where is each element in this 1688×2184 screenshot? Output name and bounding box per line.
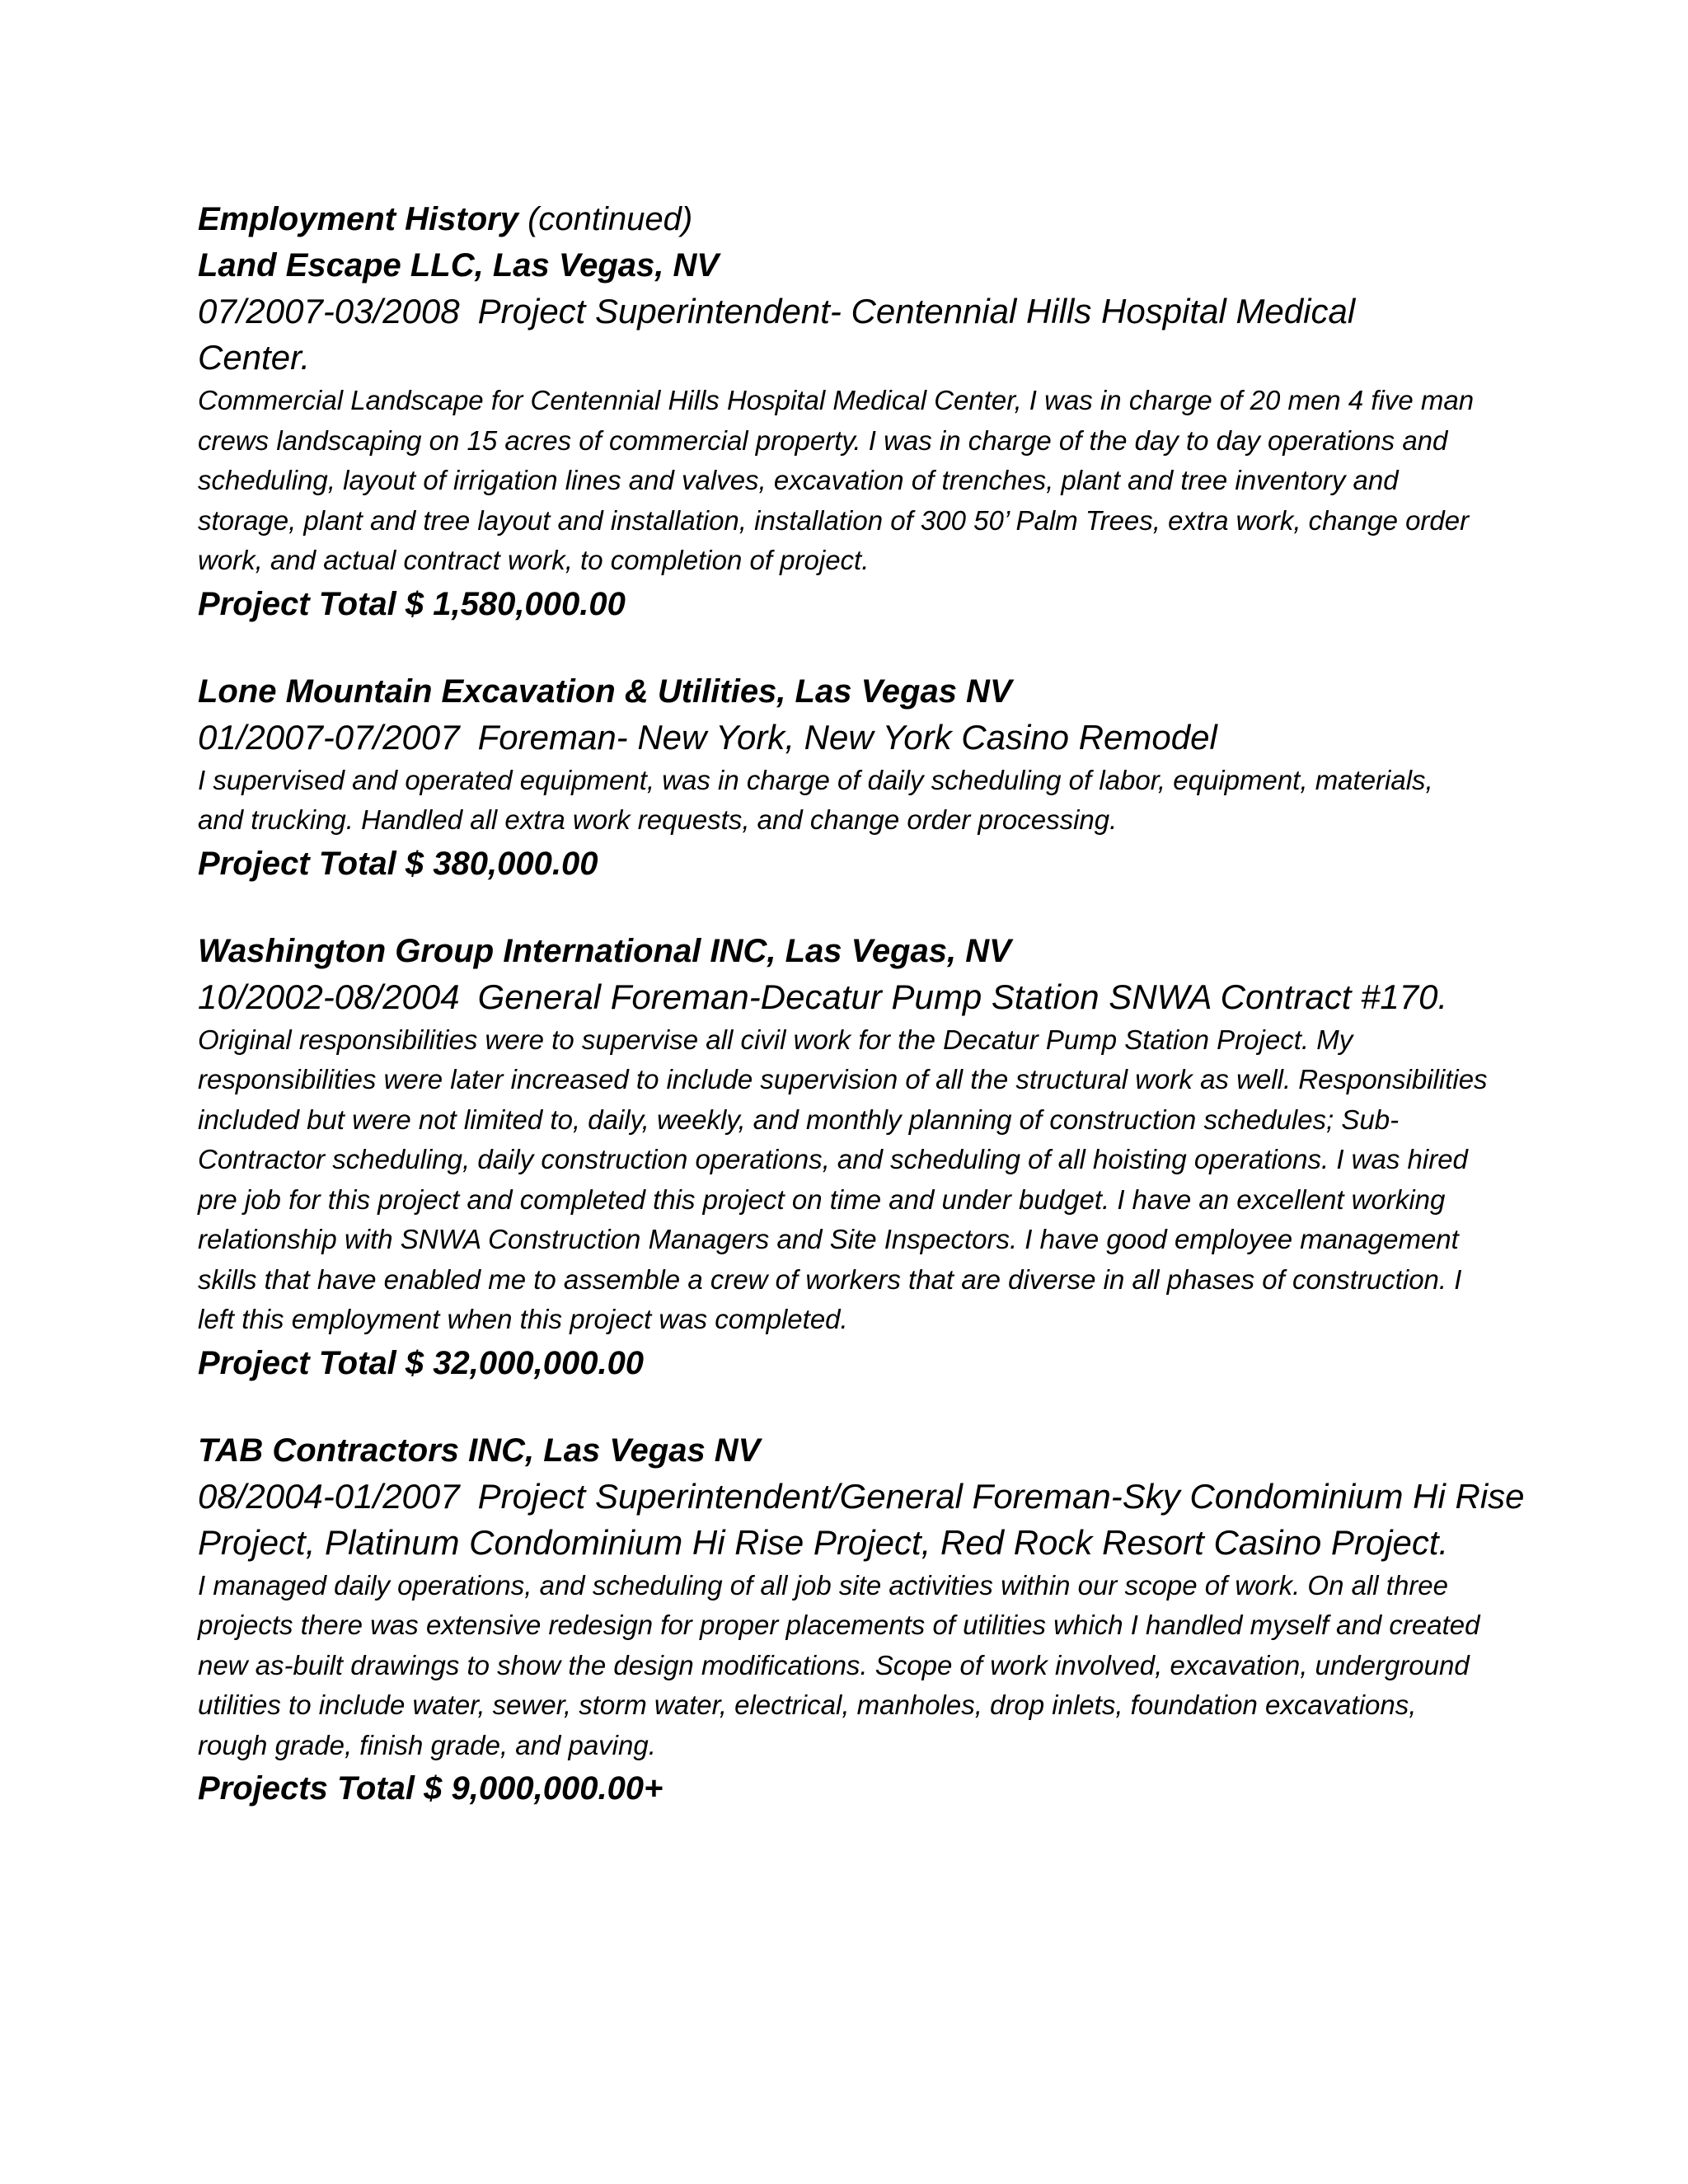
job-dates: 01/2007-07/2007 (198, 717, 460, 757)
job-dates: 07/2007-03/2008 (198, 292, 460, 330)
job-title: General Foreman-Decatur Pump Station SNWA Contract #170. (477, 977, 1448, 1016)
job-role (198, 715, 1484, 761)
section-gap (198, 887, 1525, 928)
section-gap (198, 627, 1525, 668)
job-title: Project Superintendent/General Foreman-Sky Condominium Hi Rise Project, Platinum Condominium Hi Rise Project, Red Rock Resort Casino Project. (198, 1476, 1525, 1562)
section-heading-continued: (continued) (528, 201, 693, 237)
job-dates: 10/2002-08/2004 (198, 977, 460, 1016)
job-description: Original responsibilities were to supervise all civil work for the Decatur Pump Station Project. My responsibilities were later increased to include supervision of all the structural work as well. Responsibilities included but were not limited to, daily, weekly, and monthly planning of construction schedules; Sub-Contractor scheduling, daily construction operations, and scheduling of all hoisting operations. I was hired pre job for this project and completed this project on time and under budget. I have an excellent working relationship with SNWA Construction Managers and Site Inspectors. I have good employee management skills that have enabled me to assemble a crew of workers that are diverse in all phases of construction. I left this employment when this project was completed. (198, 1024, 1488, 1334)
section-heading-title: Employment History (198, 201, 518, 237)
job-description: Commercial Landscape for Centennial Hills Hospital Medical Center, I was in charge of 20 men 4 five man crews landscaping on 15 acres of commercial property. I was in charge of the day to day operations and scheduling, layout of irrigation lines and valves, excavation of trenches, plant and tree inventory and storage, plant and tree layout and installation, installation of 300 50’ Palm Trees, extra work, change order work, and actual contract work, to completion of project. (198, 385, 1475, 575)
job-role (198, 288, 1418, 381)
job-entry-washington-group (198, 928, 1525, 1386)
job-entry-tab-contractors (198, 1427, 1525, 1812)
job-description: I supervised and operated equipment, was in charge of daily scheduling of labor, equipment, materials, and trucking. Handled all extra work requests, and change order processing. (198, 764, 1433, 835)
job-company: TAB Contractors INC, Las Vegas NV (198, 1432, 761, 1469)
section-gap (198, 1386, 1525, 1427)
section-heading (198, 196, 1525, 242)
job-dates: 08/2004-01/2007 (198, 1476, 460, 1516)
job-project-total: Project Total $ 32,000,000.00 (198, 1344, 645, 1381)
job-description: I managed daily operations, and scheduling of all job site activities within our scope of work. On all three projects there was extensive redesign for proper placements of utilities which I handled myself and created new as-built drawings to show the design modifications. Scope of work involved, excavation, underground utilities to include water, sewer, storm water, electrical, manholes, drop inlets, foundation excavations, rough grade, finish grade, and paving. (198, 1569, 1480, 1760)
job-entry-land-escape (198, 242, 1525, 627)
resume-page (198, 196, 1525, 1811)
job-company: Land Escape LLC, Las Vegas, NV (198, 247, 720, 284)
job-role (198, 1474, 1525, 1566)
job-role (198, 974, 1525, 1020)
job-entry-lone-mountain (198, 668, 1525, 887)
job-title: Project Superintendent- Centennial Hills Hospital Medical Center. (198, 292, 1356, 377)
job-project-total: Project Total $ 1,580,000.00 (198, 585, 626, 622)
job-company: Lone Mountain Excavation & Utilities, Las Vegas NV (198, 673, 1012, 710)
job-company: Washington Group International INC, Las Vegas, NV (198, 932, 1011, 969)
job-project-total: Projects Total $ 9,000,000.00+ (198, 1770, 663, 1807)
job-project-total: Project Total $ 380,000.00 (198, 845, 598, 882)
job-title: Foreman- New York, New York Casino Remodel (477, 717, 1217, 757)
